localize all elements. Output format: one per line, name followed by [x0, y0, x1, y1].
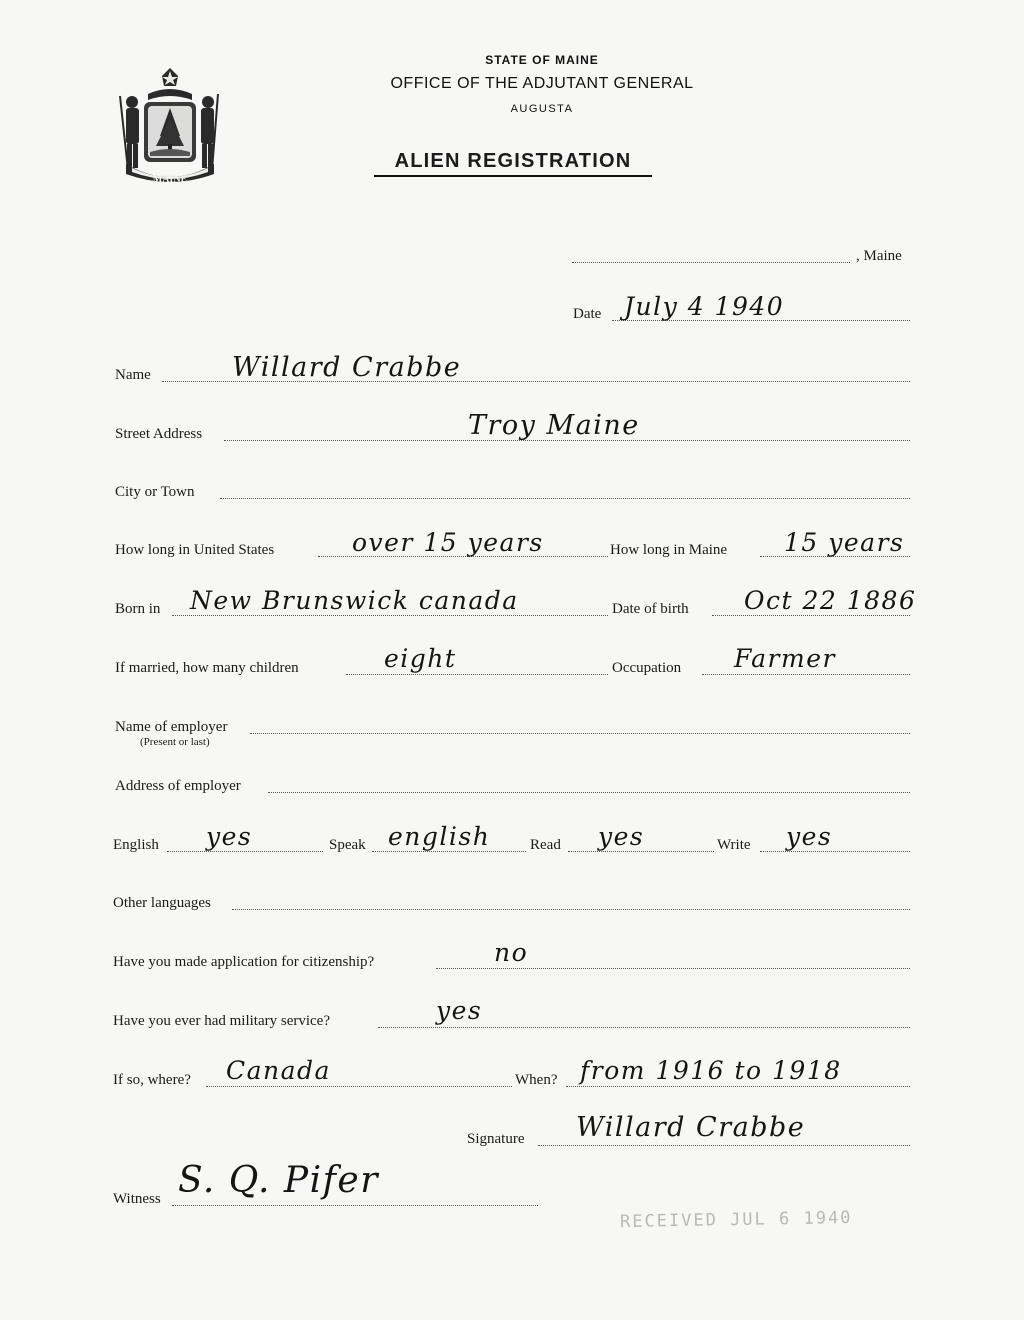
military-field[interactable]	[378, 1027, 910, 1028]
children-field[interactable]	[346, 674, 608, 675]
speak-field[interactable]	[372, 851, 526, 852]
occupation-field[interactable]	[702, 674, 910, 675]
when-label: When?	[515, 1072, 558, 1088]
signature-field[interactable]	[538, 1145, 910, 1146]
received-stamp: RECEIVED JUL 6 1940	[619, 1207, 853, 1233]
employer-address-label: Address of employer	[115, 778, 241, 794]
other-languages-field[interactable]	[232, 909, 910, 910]
employer-label: Name of employer	[115, 719, 228, 735]
military-value: yes	[436, 996, 483, 1025]
english-field[interactable]	[167, 851, 323, 852]
when-value: from 1916 to 1918	[580, 1056, 842, 1085]
military-label: Have you ever had military service?	[113, 1013, 330, 1029]
form-title: ALIEN REGISTRATION	[374, 150, 652, 177]
city-heading: AUGUSTA	[510, 103, 574, 115]
witness-field[interactable]	[172, 1205, 538, 1206]
maine-years-label: How long in Maine	[610, 542, 728, 558]
us-years-value: over 15 years	[352, 528, 544, 557]
where-field[interactable]	[206, 1086, 512, 1087]
born-value: New Brunswick canada	[190, 586, 519, 615]
speak-label: Speak	[329, 837, 366, 853]
city-label: City or Town	[115, 484, 195, 500]
signature-value: Willard Crabbe	[576, 1112, 806, 1143]
signature-label: Signature	[467, 1131, 525, 1147]
born-label: Born in	[115, 601, 161, 617]
dob-label: Date of birth	[612, 601, 689, 617]
citizenship-label: Have you made application for citizenship?	[113, 954, 375, 970]
write-value: yes	[786, 822, 833, 851]
employer-address-field[interactable]	[268, 792, 910, 793]
where-label: If so, where?	[113, 1072, 191, 1088]
date-value: July 4 1940	[624, 292, 785, 321]
city-field[interactable]	[220, 498, 910, 499]
employer-sublabel: (Present or last)	[140, 736, 210, 748]
office-heading: OFFICE OF THE ADJUTANT GENERAL	[390, 75, 694, 92]
date-label: Date	[573, 306, 602, 322]
born-field[interactable]	[172, 615, 608, 616]
svg-text:MAINE: MAINE	[152, 174, 188, 185]
place-suffix: , Maine	[856, 248, 902, 264]
english-label: English	[113, 837, 159, 853]
witness-label: Witness	[113, 1191, 161, 1207]
dob-field[interactable]	[712, 615, 910, 616]
street-value: Troy Maine	[468, 410, 640, 441]
english-value: yes	[206, 822, 253, 851]
speak-value: english	[388, 822, 491, 851]
occupation-label: Occupation	[612, 660, 682, 676]
place-field[interactable]	[572, 262, 850, 263]
occupation-value: Farmer	[734, 644, 836, 673]
street-label: Street Address	[115, 426, 203, 442]
maine-years-value: 15 years	[784, 528, 905, 557]
citizenship-value: no	[494, 938, 529, 967]
state-heading: STATE OF MAINE	[485, 53, 599, 67]
read-field[interactable]	[568, 851, 714, 852]
us-years-label: How long in United States	[115, 542, 275, 558]
where-value: Canada	[226, 1056, 331, 1085]
witness-value: S. Q. Pifer	[178, 1160, 379, 1201]
children-label: If married, how many children	[115, 660, 299, 676]
citizenship-field[interactable]	[436, 968, 910, 969]
children-value: eight	[384, 644, 457, 673]
name-value: Willard Crabbe	[232, 352, 462, 383]
when-field[interactable]	[566, 1086, 910, 1087]
name-label: Name	[115, 367, 151, 383]
other-languages-label: Other languages	[113, 895, 211, 911]
employer-field[interactable]	[250, 733, 910, 734]
read-label: Read	[530, 837, 561, 853]
dob-value: Oct 22 1886	[744, 586, 917, 615]
read-value: yes	[598, 822, 645, 851]
write-field[interactable]	[760, 851, 910, 852]
write-label: Write	[717, 837, 751, 853]
